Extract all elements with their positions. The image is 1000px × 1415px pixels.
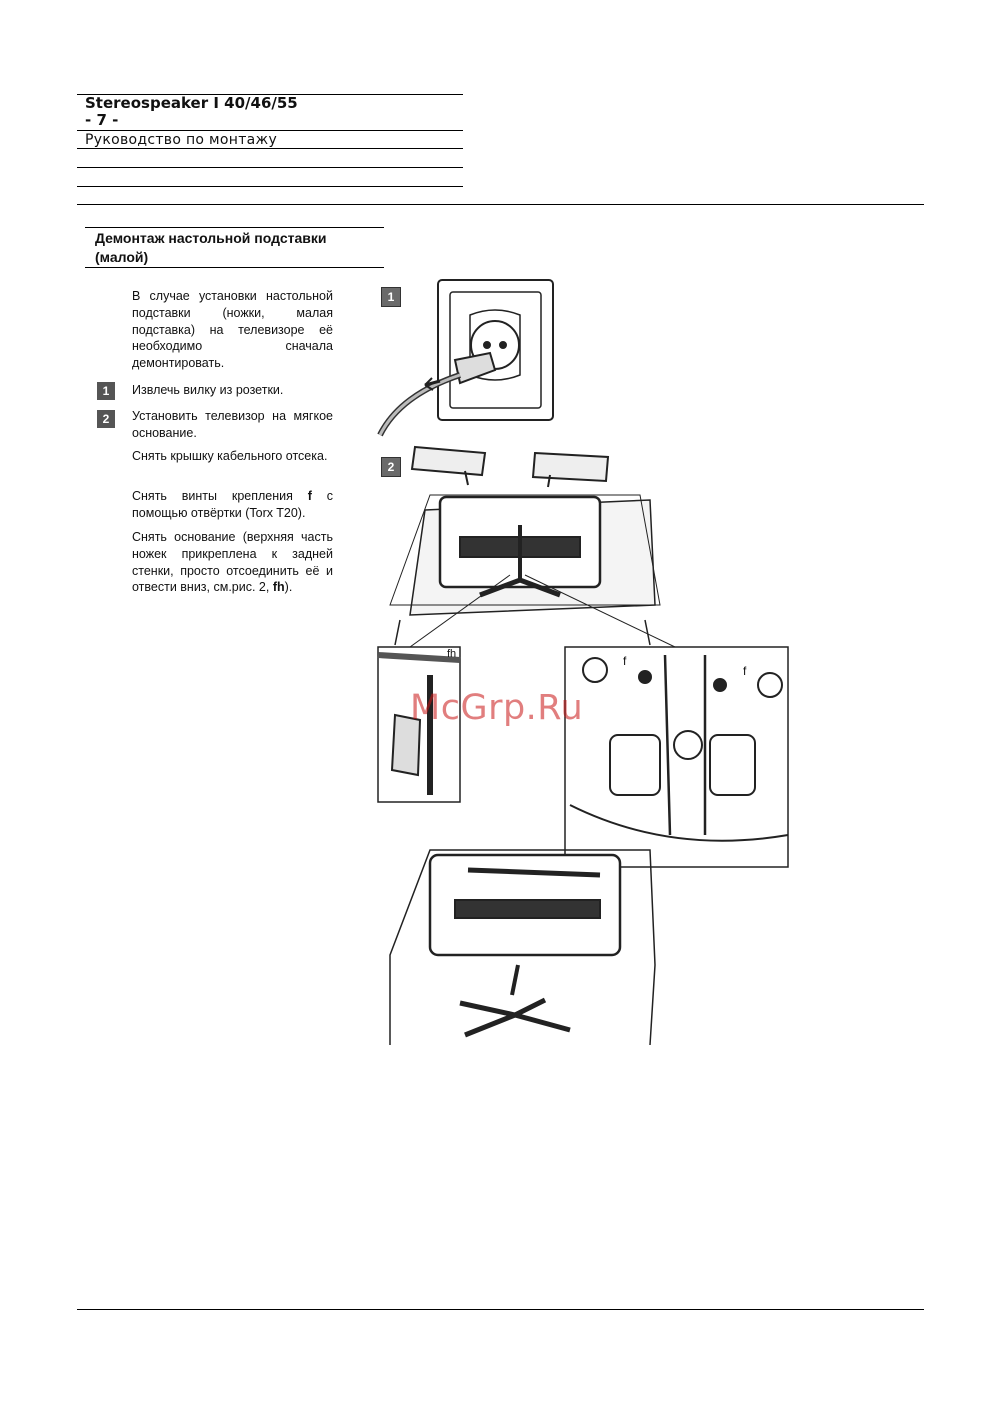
base-text-a: Снять основание (верхняя часть ножек прикреплена к задней стенки, просто отсоединить её и отвести вниз, см.рис. 2, [132, 530, 333, 595]
callout-fh: fh [447, 648, 457, 660]
base-text-fh: fh [272, 580, 285, 595]
cable-cover-left [412, 447, 485, 485]
screws-text-c: с помощью отвёртки (Torx T20). [132, 489, 333, 520]
base-text-c: ). [284, 580, 293, 595]
header-rule-4 [77, 167, 463, 168]
header-rule-5 [77, 186, 463, 187]
step-2-screws-text [132, 488, 333, 522]
tv-on-table-bottom [390, 850, 655, 1045]
section-title-line1: Демонтаж настольной подставки [95, 230, 327, 246]
tv-on-table-top [390, 495, 660, 645]
figure-2-label: 2 [381, 457, 401, 477]
wall-socket-illustration [380, 280, 553, 435]
page-marker: - 7 - [85, 111, 119, 129]
header-rule-full [77, 204, 924, 205]
step-2-cover-text: Снять крышку кабельного отсека. [132, 449, 328, 463]
step-2-badge: 2 [97, 410, 115, 428]
figure-1-label: 1 [381, 287, 401, 307]
callout-f-right: f [743, 664, 747, 678]
screws-text-f: f [307, 489, 312, 503]
callout-f-left: f [623, 654, 627, 668]
document-title: Stereospeaker I 40/46/55 [85, 94, 298, 112]
watermark: McGrp.Ru [410, 688, 584, 728]
section-title [95, 229, 375, 267]
section-rule-top [85, 227, 384, 228]
footer-rule [77, 1309, 924, 1310]
section-title-line2: (малой) [95, 249, 149, 265]
disassembly-illustration [370, 275, 800, 1050]
document-subtitle: Руководство по монтажу [85, 132, 278, 148]
header-rule-3 [77, 148, 463, 149]
screws-text-a: Снять винты крепления [132, 489, 308, 503]
step-1-text: Извлечь вилку из розетки. [132, 383, 284, 397]
step-1-badge: 1 [97, 382, 115, 400]
section-rule-bottom [85, 267, 384, 268]
cable-cover-right [533, 453, 608, 487]
step-2-text: Установить телевизор на мягкое основание. [132, 409, 333, 440]
header-rule-2 [77, 130, 463, 131]
step-2-base-text [132, 529, 333, 596]
intro-paragraph: В случае установки настольной подставки (ножки, малая подставка) на телевизоре её необходимо сначала демонтировать. [132, 289, 333, 371]
f-screws-detail [565, 647, 788, 867]
